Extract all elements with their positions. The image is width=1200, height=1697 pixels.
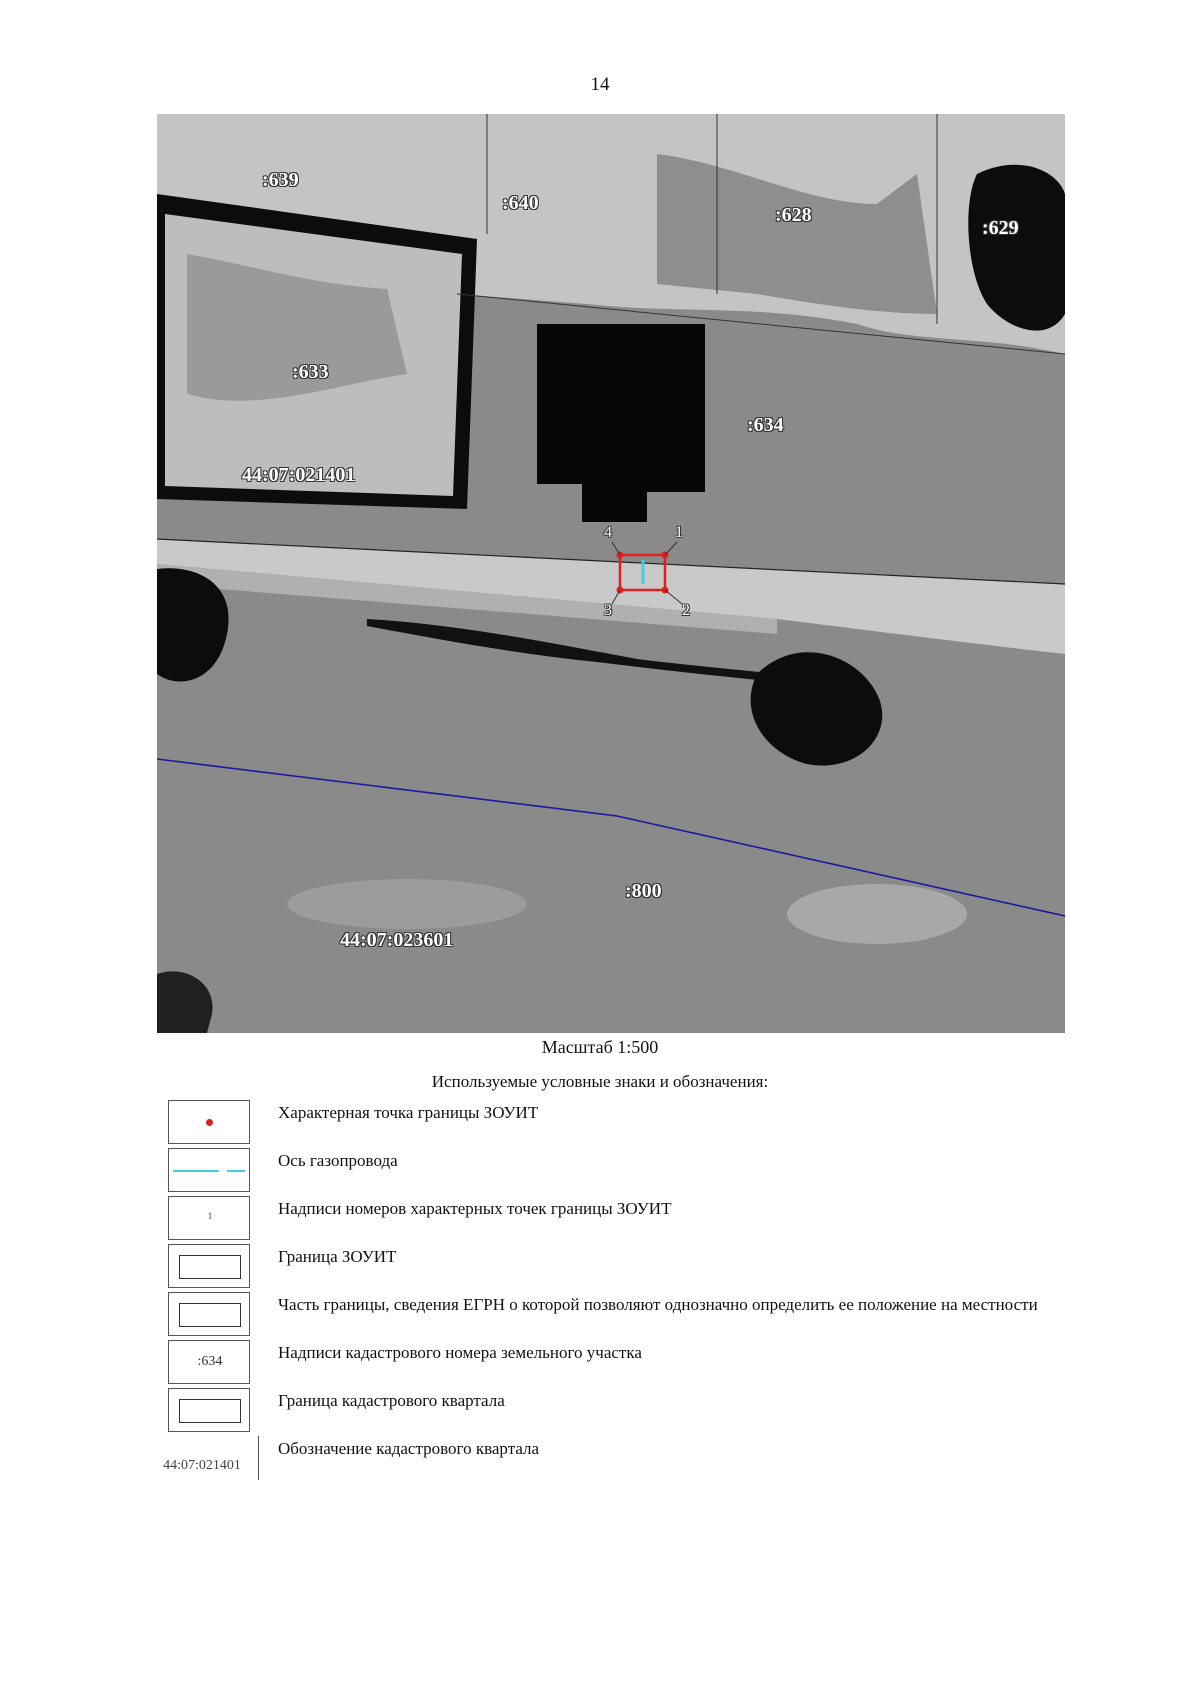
legend-label: Надписи номеров характерных точек границы ЗОУИТ xyxy=(278,1199,672,1218)
parcel-label-628: :628 xyxy=(775,204,812,226)
parcel-label-640: :640 xyxy=(502,192,539,214)
point-number-icon: 1 xyxy=(207,1211,213,1221)
quarter-label-023601: 44:07:023601 xyxy=(340,929,454,951)
legend-label: Граница кадастрового квартала xyxy=(278,1391,505,1410)
parcel-label-639: :639 xyxy=(262,169,299,191)
quarter-boundary-icon xyxy=(179,1399,241,1423)
point-label-4: 4 xyxy=(604,524,612,541)
point-label-1: 1 xyxy=(675,524,683,541)
quarter-label-021401: 44:07:021401 xyxy=(242,464,356,486)
point-label-2: 2 xyxy=(682,602,690,619)
parcel-label-629: :629 xyxy=(982,217,1019,239)
zouit-boundary-icon xyxy=(179,1255,241,1279)
legend-label: Характерная точка границы ЗОУИТ xyxy=(278,1103,539,1122)
parcel-label-800: :800 xyxy=(625,880,662,902)
legend-label: Ось газопровода xyxy=(278,1151,398,1170)
point-label-3: 3 xyxy=(604,602,612,619)
legend-label: Надписи кадастрового номера земельного участка xyxy=(278,1343,642,1362)
legend-label: Граница ЗОУИТ xyxy=(278,1247,397,1266)
legend-label: Обозначение кадастрового квартала xyxy=(278,1439,540,1458)
map-image xyxy=(157,114,1065,1033)
parcel-label-634: :634 xyxy=(747,414,784,436)
legend-item-quarter-designation xyxy=(158,1436,1058,1480)
legend-item-zouit-boundary xyxy=(168,1244,1068,1288)
legend-item-quarter-boundary xyxy=(168,1388,1068,1432)
quarter-designation-icon: 44:07:021401 xyxy=(163,1458,241,1473)
legend-item-point-number xyxy=(168,1196,1068,1240)
legend-title: Используемые условные знаки и обозначения: xyxy=(431,1072,769,1091)
page-number: 14 xyxy=(590,74,610,95)
map-canvas xyxy=(157,114,1065,1033)
red-dot-icon xyxy=(206,1119,213,1126)
legend-item-gas-axis xyxy=(168,1148,1068,1192)
legend-item-egrn-boundary xyxy=(168,1292,1068,1336)
legend-item-point xyxy=(168,1100,1068,1144)
map-scale: Масштаб 1:500 xyxy=(541,1037,659,1057)
legend-item-cadastral-number xyxy=(168,1340,1068,1384)
legend-label: Часть границы, сведения ЕГРН о которой позволяют однозначно определить ее положение на местности xyxy=(278,1295,1038,1314)
cadastral-number-icon: :634 xyxy=(197,1354,223,1369)
egrn-boundary-icon xyxy=(179,1303,241,1327)
parcel-label-633: :633 xyxy=(292,361,329,383)
gas-axis-icon xyxy=(173,1170,219,1172)
